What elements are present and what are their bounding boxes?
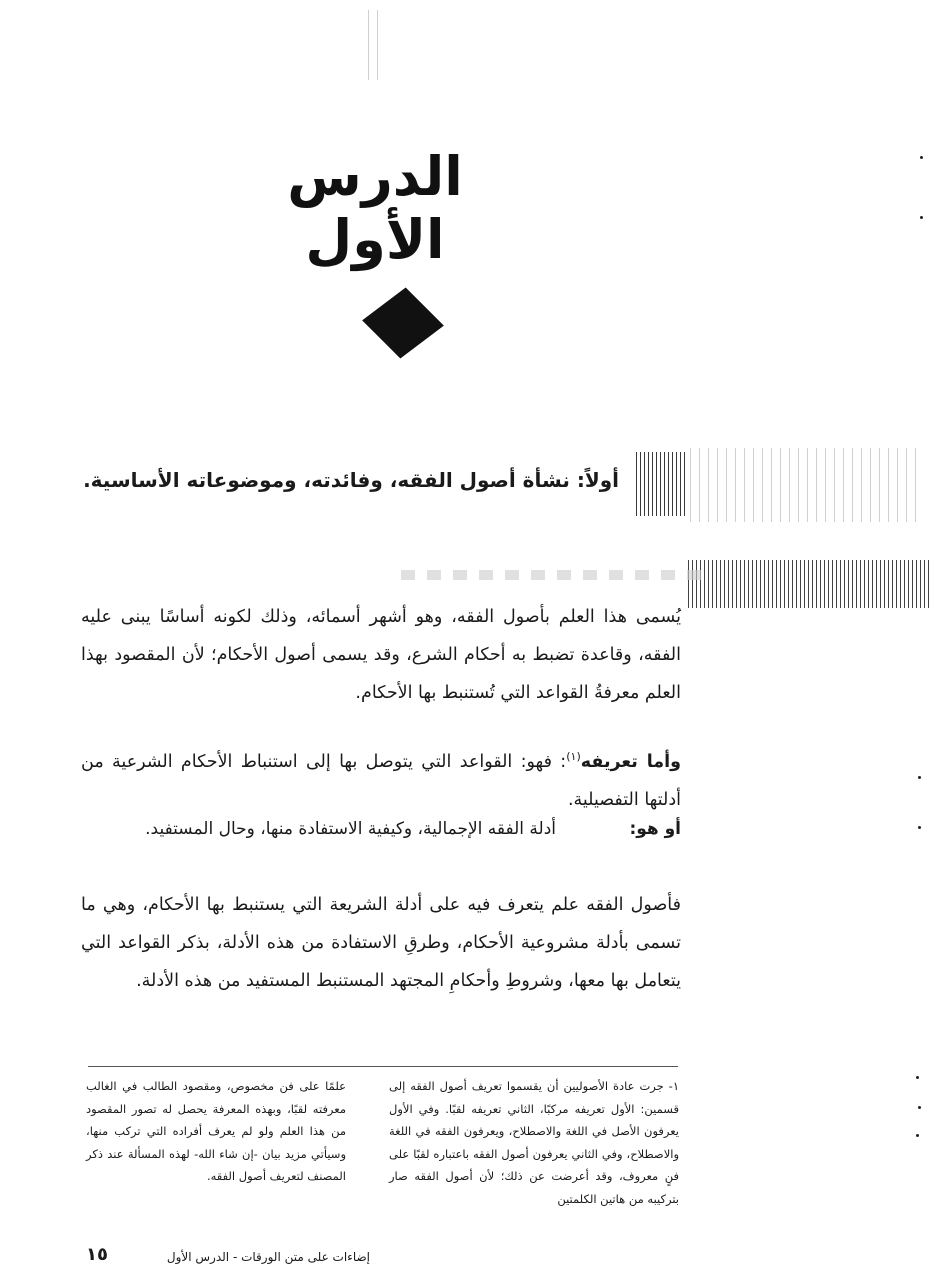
section-heading: أولاً: نشأة أصول الفقه، وفائدته، وموضوعاته الأساسية.: [83, 468, 619, 492]
scan-speck: [918, 776, 921, 779]
definition-text: : فهو: القواعد التي يتوصل بها إلى استنباط الأحكام الشرعية من أدلتها التفصيلية.: [81, 751, 681, 810]
scan-artifact-heading: [690, 448, 920, 522]
scan-speck: [920, 216, 923, 219]
scan-artifact-band: [688, 560, 931, 608]
page-number: ١٥: [86, 1244, 108, 1265]
scan-speck: [918, 826, 921, 829]
footnote-column-right: ١- جرت عادة الأصوليين أن يقسموا تعريف أصول الفقه إلى قسمين: الأول تعريفه مركبًا، الثاني تعريفه لقبًا. وفي الأول يعرفون الأصل في اللغة والاصطلاح، ويعرفون الفقه في اللغة والاصطلاح، وفي الثاني يعرفون أصول الفقه باعتباره لقبًا على فنٍ معروف، وقد أعرضت عن ذلك؛ لأن أصول الفقه صار بتركيبه من هاتين الكلمتين: [389, 1079, 679, 1206]
footnote-marker: (١): [566, 750, 581, 763]
definition-lead: وأما تعريفه: [580, 751, 681, 772]
scan-speck: [916, 1134, 919, 1137]
diamond-ornament-icon: [362, 287, 444, 358]
paragraph-naming: يُسمى هذا العلم بأصول الفقه، وهو أشهر أسمائه، وذلك لكونه أساسًا يبنى عليه الفقه، وقاعدة تضبط به أحكام الشرع، وقد يسمى أصول الأحكام؛ لأن المقصود بهذا العلم معرفةُ القواعد التي تُستنبط بها الأحكام.: [81, 607, 681, 703]
faded-subheading: [401, 570, 701, 580]
heading-ornament-icon: [636, 452, 688, 516]
paragraph-definition: [81, 738, 681, 819]
alt-definition-text: أدلة الفقه الإجمالية، وكيفية الاستفادة منها، وحال المستفيد.: [145, 819, 556, 839]
lesson-title: الدرس الأول: [287, 145, 463, 271]
alt-definition-label: أو هو:: [629, 819, 681, 839]
footnote-column-left: علمًا على فن مخصوص، ومقصود الطالب في الغالب معرفته لقبًا، وبهذه المعرفة يحصل له تصور المقصود من هذا العلم ولو لم يعرف أفراده التي تركب منها، وسيأتي مزيد بيان -إن شاء الله- لهذه المسألة عند ذكر المصنف لتعريف أصول الفقه.: [86, 1079, 346, 1183]
scan-speck: [916, 1076, 919, 1079]
scan-artifact-top: [368, 10, 386, 80]
paragraph-summary: فأصول الفقه علم يتعرف فيه على أدلة الشريعة التي يستنبط بها الأحكام، وهي ما تسمى بأدلة مشروعية الأحكام، وطرقِ الاستفادة من هذه الأدلة، بذكر القواعد التي يتعامل بها معها، وشروطِ وأحكامِ المجتهد المستنبط المستفيد من هذه الأدلة.: [81, 895, 681, 991]
running-footer: إضاءات على متن الورقات - الدرس الأول: [166, 1250, 370, 1264]
footnote-divider: [88, 1066, 678, 1067]
scan-speck: [918, 1106, 921, 1109]
scan-speck: [920, 156, 923, 159]
